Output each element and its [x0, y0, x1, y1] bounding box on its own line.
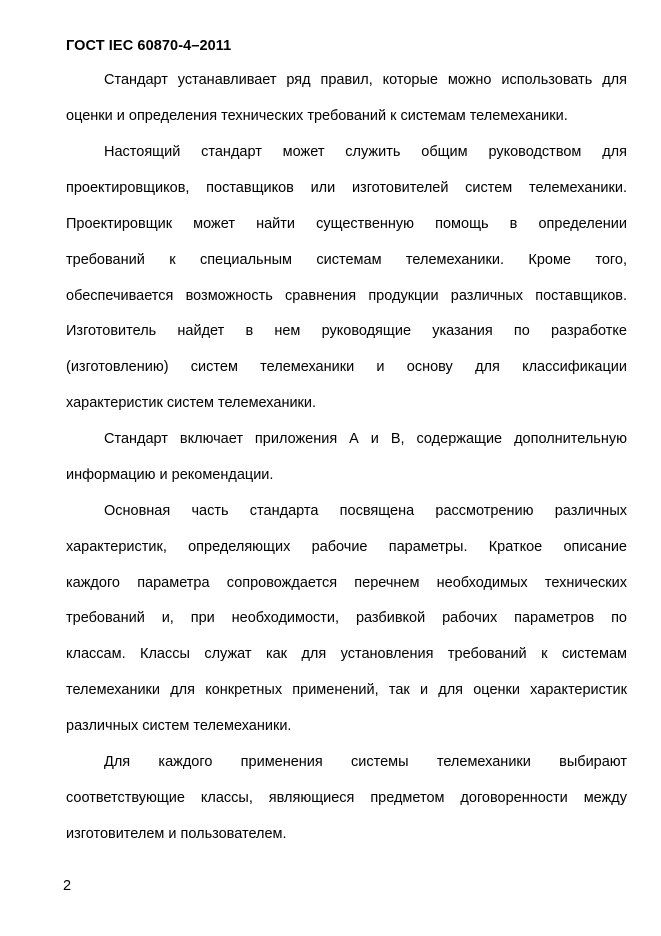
text-line: различных систем телемеханики.: [66, 718, 292, 734]
text-line: соответствующие классы, являющиеся предметом договоренности между: [66, 790, 627, 806]
text-line: требований и, при необходимости, разбивкой рабочих параметров по: [66, 610, 627, 626]
text-line: характеристик систем телемеханики.: [66, 395, 317, 411]
text-line: требований к специальным системам телемеханики. Кроме того,: [66, 252, 627, 268]
text-line: классам. Классы служат как для установления требований к системам: [66, 646, 627, 662]
text-line: телемеханики для конкретных применений, так и для оценки характеристик: [66, 682, 627, 698]
document-header: ГОСТ IEC 60870-4–2011: [66, 38, 232, 54]
text-line: Проектировщик может найти существенную помощь в определении: [66, 216, 627, 232]
page-number: 2: [63, 878, 72, 894]
text-line: Для каждого применения системы телемеханики выбирают: [104, 754, 627, 770]
text-line: проектировщиков, поставщиков или изготовителей систем телемеханики.: [66, 180, 627, 196]
text-line: обеспечивается возможность сравнения продукции различных поставщиков.: [66, 288, 627, 304]
text-line: Стандарт устанавливает ряд правил, которые можно использовать для: [104, 72, 627, 88]
text-line: изготовителем и пользователем.: [66, 826, 287, 842]
text-line: каждого параметра сопровождается перечнем необходимых технических: [66, 575, 627, 591]
text-line: Стандарт включает приложения А и В, содержащие дополнительную: [104, 431, 627, 447]
text-line: Основная часть стандарта посвящена рассмотрению различных: [104, 503, 627, 519]
text-line: Изготовитель найдет в нем руководящие указания по разработке: [66, 323, 627, 339]
text-line: характеристик, определяющих рабочие параметры. Краткое описание: [66, 539, 627, 555]
text-line: (изготовлению) систем телемеханики и основу для классификации: [66, 359, 627, 375]
text-line: Настоящий стандарт может служить общим руководством для: [104, 144, 627, 160]
text-line: информацию и рекомендации.: [66, 467, 274, 483]
text-line: оценки и определения технических требований к системам телемеханики.: [66, 108, 568, 124]
